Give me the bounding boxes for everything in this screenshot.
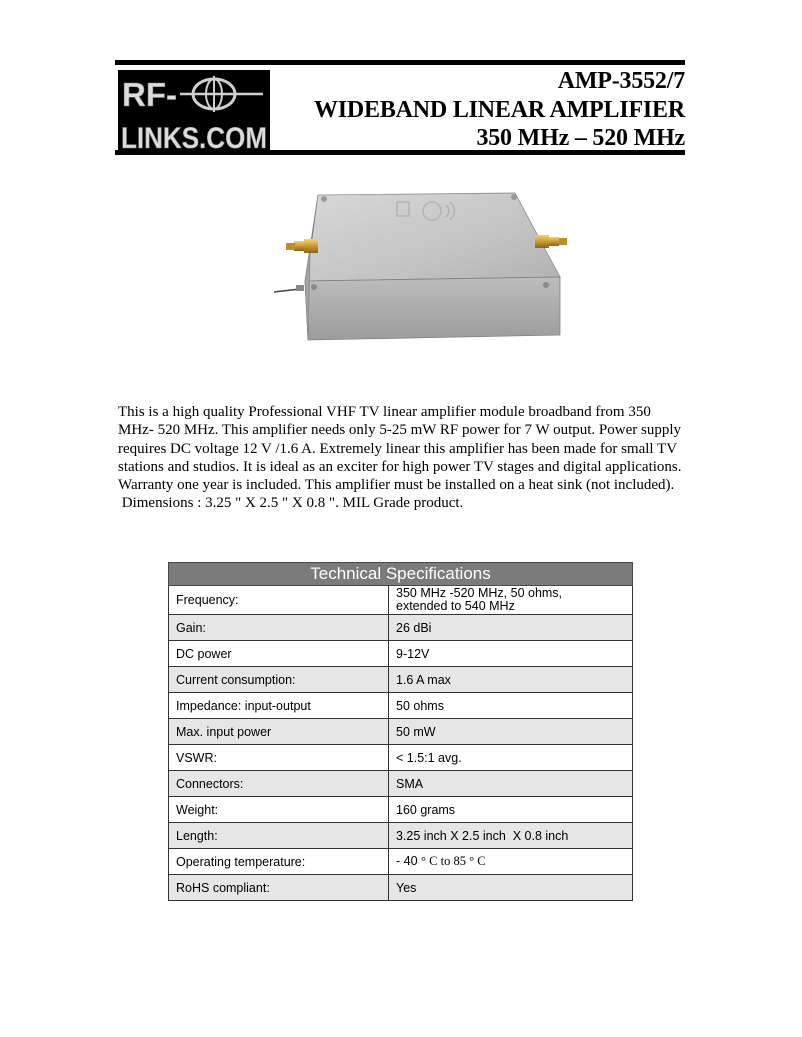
- table-row: [169, 586, 633, 615]
- spec-value: 9-12V: [389, 641, 633, 667]
- table-row: [169, 771, 633, 797]
- spec-value: Yes: [389, 875, 633, 901]
- spec-label: Weight:: [169, 797, 389, 823]
- table-row: [169, 693, 633, 719]
- spec-value: 1.6 A max: [389, 667, 633, 693]
- spec-value: 50 ohms: [389, 693, 633, 719]
- spec-value-line1: 350 MHz -520 MHz, 50 ohms,: [396, 586, 563, 600]
- spec-label: Operating temperature:: [169, 849, 389, 875]
- logo-line2: LINKS.COM: [121, 122, 267, 155]
- table-row: [169, 875, 633, 901]
- spec-label: Connectors:: [169, 771, 389, 797]
- table-row: [169, 719, 633, 745]
- spec-value-prefix: - 40: [396, 854, 422, 868]
- product-subtitle: WIDEBAND LINEAR AMPLIFIER: [313, 96, 685, 123]
- table-row: [169, 849, 633, 875]
- spec-value: 3.25 inch X 2.5 inch X 0.8 inch: [389, 823, 633, 849]
- title-block: [314, 67, 685, 153]
- table-row: [169, 615, 633, 641]
- model-number: AMP-3552/7: [557, 68, 685, 94]
- table-row: [169, 797, 633, 823]
- spec-label: DC power: [169, 641, 389, 667]
- spec-value: [389, 586, 633, 615]
- product-photo: [270, 185, 570, 375]
- spec-label: VSWR:: [169, 745, 389, 771]
- spec-value: SMA: [389, 771, 633, 797]
- table-row: [169, 745, 633, 771]
- table-row: [169, 667, 633, 693]
- header-top-rule: [115, 60, 685, 65]
- spec-label: Frequency:: [169, 586, 389, 615]
- spec-label: Current consumption:: [169, 667, 389, 693]
- spec-value: < 1.5:1 avg.: [389, 745, 633, 771]
- spec-value: 160 grams: [389, 797, 633, 823]
- spec-label: Impedance: input-output: [169, 693, 389, 719]
- spec-label: Length:: [169, 823, 389, 849]
- spec-value: 50 mW: [389, 719, 633, 745]
- dimensions-line: Dimensions : 3.25 " X 2.5 " X 0.8 ". MIL Grade product.: [118, 495, 464, 512]
- table-row: [169, 641, 633, 667]
- description-paragraph: This is a high quality Professional VHF TV linear amplifier module broadband from 350 MHz- 520 MHz. This amplifier needs only 5-25 mW RF power for 7 W output. Power supply requires DC voltage 12 V /1.6 A. Extremely linear this amplifier has been made for small TV stations and studios. It is ideal as an exciter for high power TV stages and digital applications. Warranty one year is included. This amplifier must be installed on a heat sink (not included).: [118, 404, 682, 494]
- spec-value: [389, 849, 633, 875]
- product-description: [118, 403, 690, 513]
- spec-label: RoHS compliant:: [169, 875, 389, 901]
- table-title: Technical Specifications: [169, 563, 633, 586]
- spec-label: Gain:: [169, 615, 389, 641]
- rf-links-logo: [118, 70, 270, 154]
- technical-specifications-table: [168, 562, 633, 901]
- spec-value: 26 dBi: [389, 615, 633, 641]
- logo-line1: RF-: [122, 76, 177, 113]
- spec-value-line2: extended to 540 MHz: [396, 599, 515, 613]
- spec-value-temp: ° C to 85 ° C: [421, 854, 486, 868]
- table-row: [169, 823, 633, 849]
- spec-label: Max. input power: [169, 719, 389, 745]
- frequency-range: 350 MHz – 520 MHz: [476, 125, 685, 151]
